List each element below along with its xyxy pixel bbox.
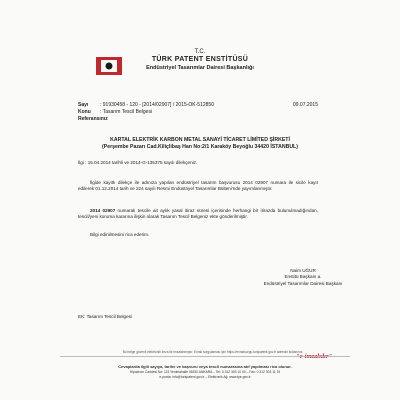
sayi-label: Sayı xyxy=(78,102,89,108)
signatory-name: Naim UĞUR xyxy=(290,268,316,273)
footer-address: Hipodrom Caddesi No: 115 Yenimahalle 06330 ANKARA – Tel: 0 312 303 10 00 – Fax: 0 312 303 11 19 xyxy=(129,370,281,374)
footer-note: Cevaplarda ilgili sayıya, tarihe ve başvuru veya tescil numarasına atıf yapılması rica olunur. xyxy=(118,364,292,369)
signatory-title-1: Enstitü Başkanı a. xyxy=(284,274,322,280)
registration-number: 2014 02907 xyxy=(90,208,116,213)
ilgi-line: İlgi : 15.04.2014 tarihli ve 2014-G-135375 sayılı dilekçeniz. xyxy=(78,160,198,165)
footer-contact: e-posta: info@turkpatent.gov.tr – Elektronik Ağ: www.tpe.gov.tr xyxy=(159,375,251,379)
header-institute: TÜRK PATENT ENSTİTÜSÜ xyxy=(151,56,249,63)
signature-block xyxy=(248,268,358,287)
konu-label: Konu xyxy=(78,109,91,115)
referans-row xyxy=(78,116,318,123)
paragraph-2 xyxy=(78,208,318,221)
letterhead xyxy=(0,48,400,72)
company-address: (Perşembe Pazarı Cad.Kiliçlibaş Han No:2/1 Karaköy Beyoğlu 34420 İSTANBUL) xyxy=(102,144,298,150)
paragraph-1: İlgide kayıtlı dilekçe ile adınıza yapılan endüstriyel tasarım başvurusu 2014 02907 numara ile sicile kayıt edilerek 01.12.2014 tarih ve 224 sayılı Resmi Endüstriyel Tasarımlar Bülteni'nde yayımlanmıştır. xyxy=(78,180,318,192)
konu-value: : Tasarım Tescil Belgesi xyxy=(100,109,153,115)
letter-footer xyxy=(60,364,350,380)
paragraph-3: Bilgi edinilmesini rica ederim. xyxy=(90,232,150,237)
attachment-note: EK: Tasarım Tescil Belgesi xyxy=(78,314,132,319)
footer-divider xyxy=(60,356,350,357)
company-name: KARTAL ELEKTRİK KARBON METAL SANAYİ TİCARET LİMİTED ŞİRKETİ xyxy=(110,137,290,143)
sayi-value: : 91930458 - 120 - [2014/02907] / 2015-OK-512850 xyxy=(100,102,214,108)
header-tc: T.C. xyxy=(194,49,206,55)
document-meta xyxy=(78,102,318,123)
signatory-title-2: Endüstriyel Tasarımlar Dairesi Başkanı xyxy=(263,280,343,286)
paragraph-2-text: numaralı tescile ait aylık yasal itiraz süresi içerisinde herhangi bir itirazda bulunulmadığından, tescil/yeni koruma kararına ilişkin olarak Tasarım Tescil Belgeniz ekte gönderilmiştir. xyxy=(78,208,318,220)
konu-row xyxy=(78,109,318,116)
e-signed-stamp: "e-imzalıdır" xyxy=(296,353,333,360)
sayi-row xyxy=(78,102,318,109)
document-date: 09.07.2015 xyxy=(292,102,318,108)
recipient-company xyxy=(60,137,340,151)
header-department: Endüstriyel Tasarımlar Dairesi Başkanlığı xyxy=(146,65,254,71)
e-signature-notice: Bu belge güvenli elektronik imza ile imzalanmıştır. Evrak sorgulaması için https://evraksorgu.turkpatent.gov.tr adresini kullanınız. xyxy=(122,350,304,354)
referans-label: Referansınız xyxy=(78,116,108,122)
